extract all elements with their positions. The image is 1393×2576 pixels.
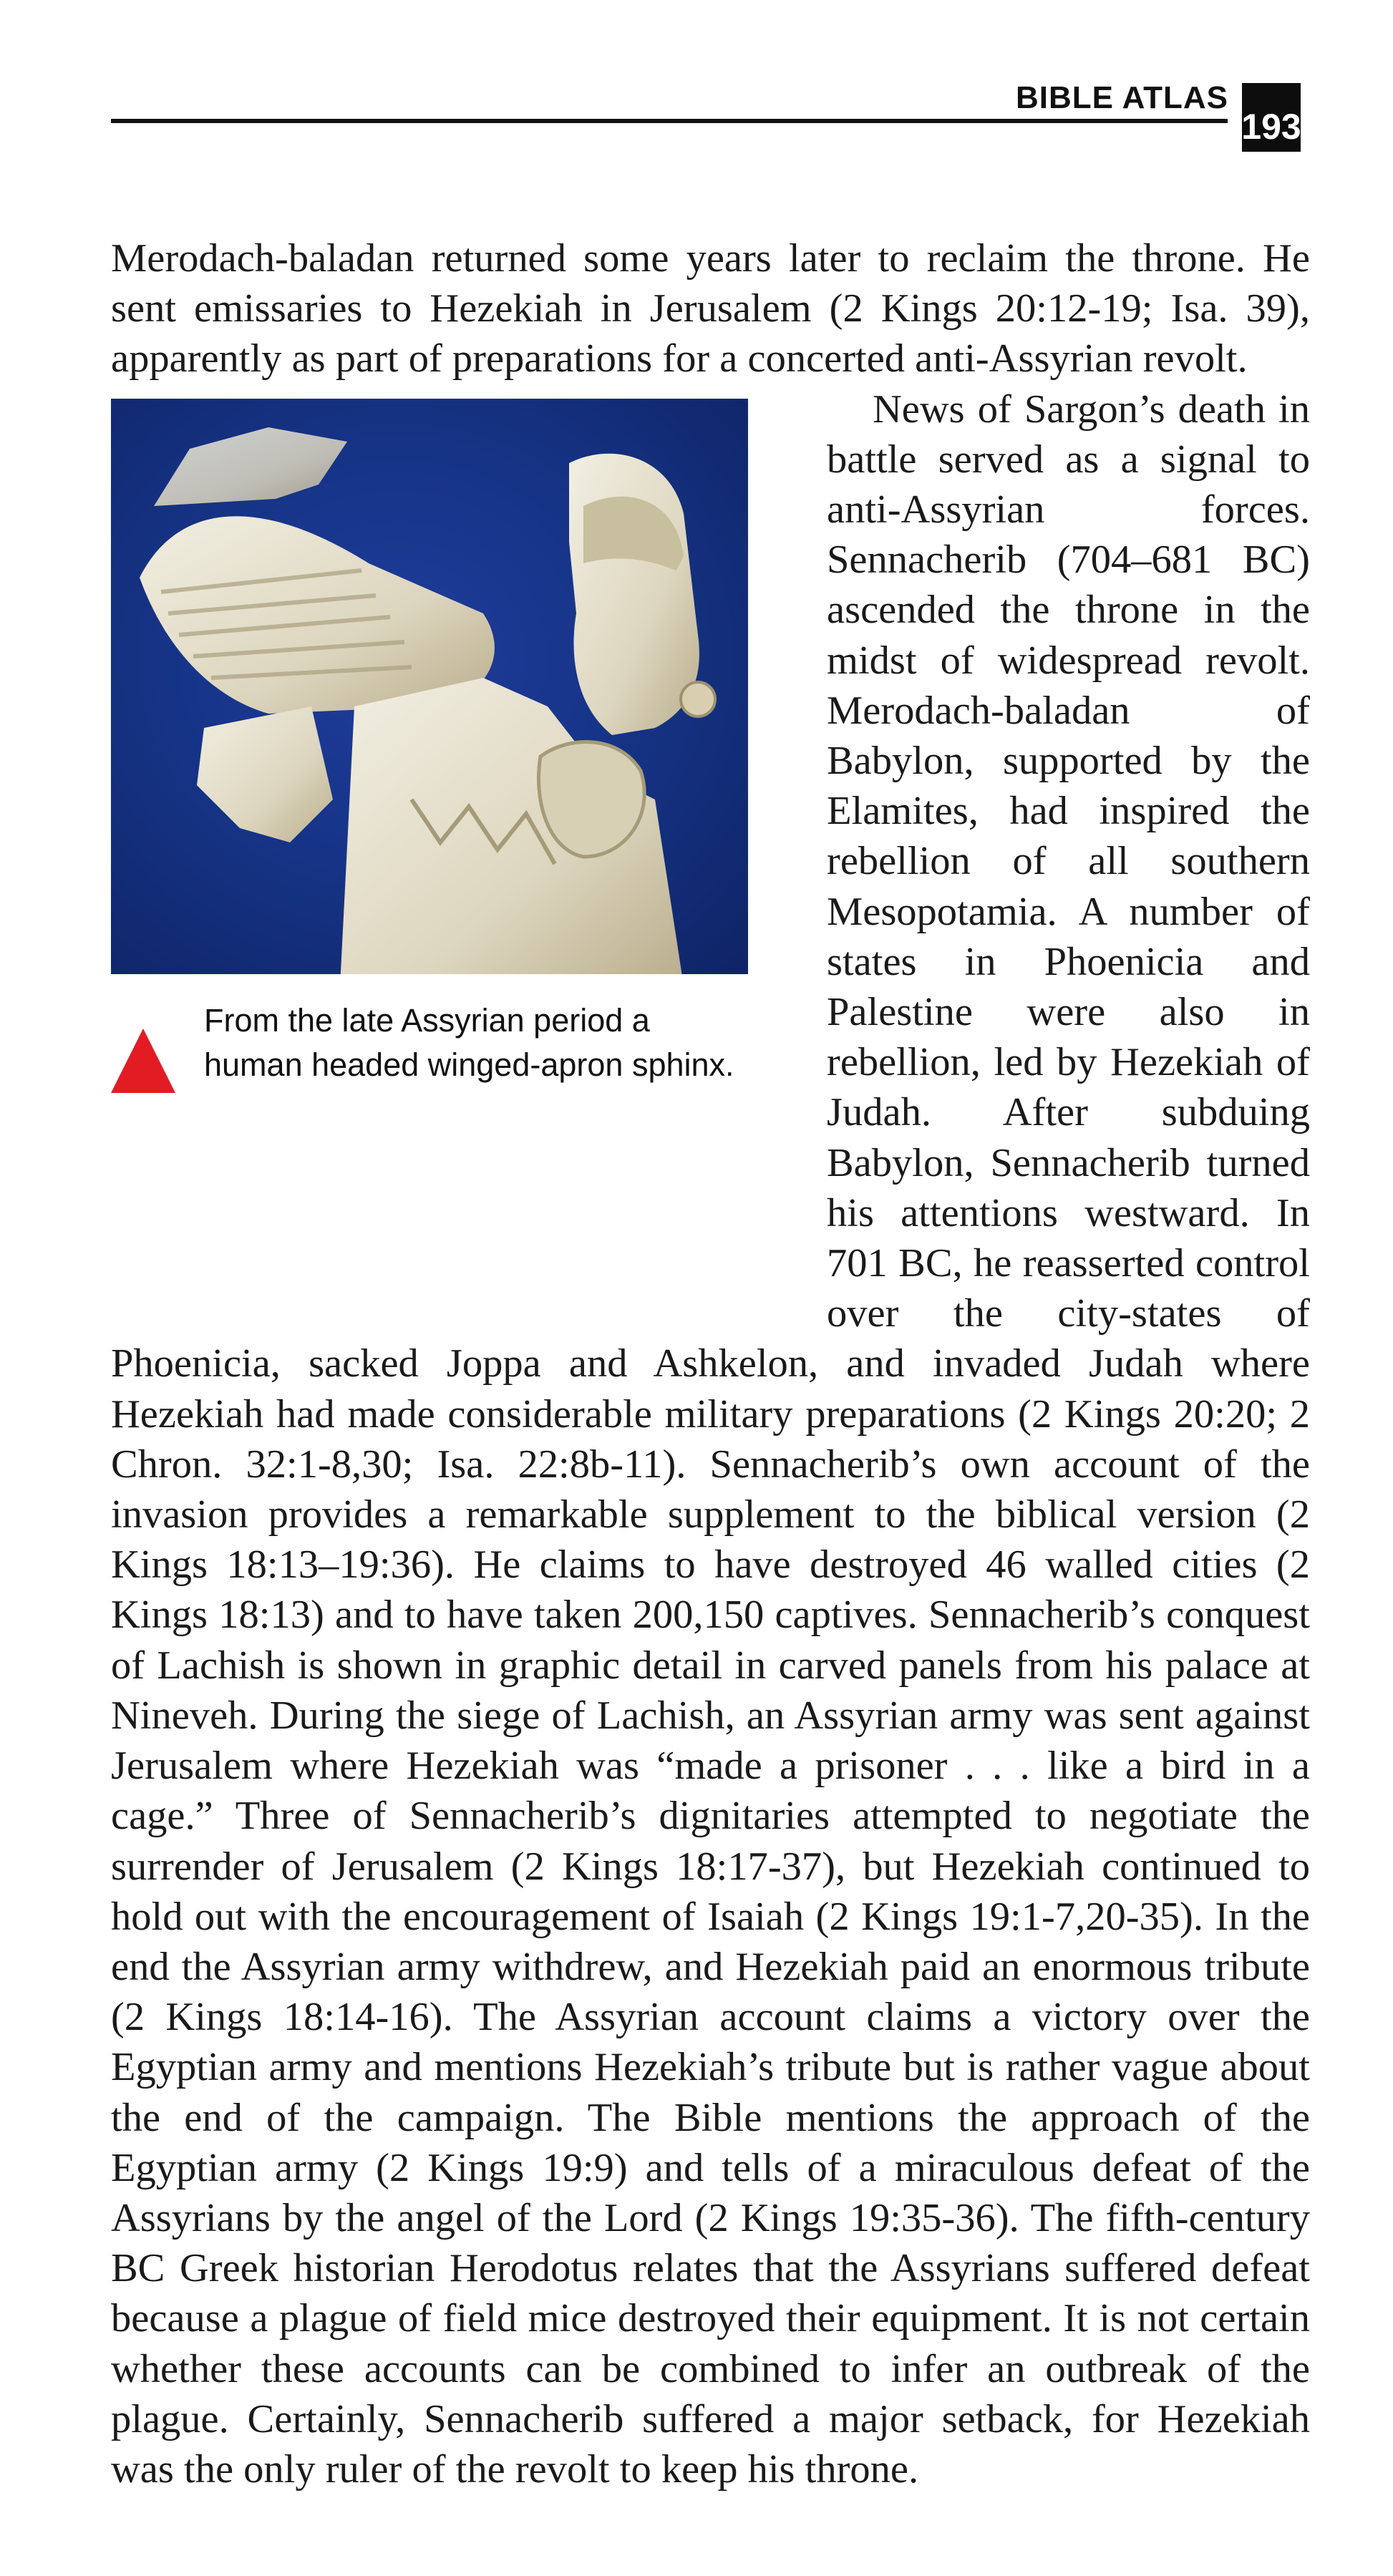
caption-line-1: From the late Assyrian period a [204, 1001, 650, 1039]
paragraph-intro: Merodach-baladan returned some years later to reclaim the throne. He sent emissaries to Hezekiah in Jerusalem (2 Kings 20:12-19; Isa. 39), apparently as part of preparations for a concerted anti-Assyrian revolt. [111, 236, 1310, 381]
sphinx-relief-icon [111, 399, 748, 974]
paragraph-main: News of Sargon’s death in battle served as a signal to anti-Assyrian forces. Sennacherib (704–681 BC) ascended the throne in the midst of widespread revolt. Merodach-baladan of Babylon, supported by the Elamites, had inspired the rebellion of all southern Mesopotamia. A number of states in Phoenicia and Palestine were also in rebellion, led by Hezekiah of Judah. After subduing Babylon, Sennacherib turned his attentions westward. In 701 BC, he reasserted control over the city-states of Phoenicia, sacked Joppa and Ashkelon, and invaded Judah where Hezekiah had made considerable military preparations (2 Kings 20:20; 2 Chron. 32:1-8,30; Isa. 22:8b-11). Sennacherib’s own account of the invasion provides a remarkable supplement to the biblical version (2 Kings 18:13–19:36). He claims to have destroyed 46 walled cities (2 Kings 18:13) and to have taken 200,150 captives. Sennacherib’s conquest of Lachish is shown in graphic detail in carved panels from his palace at Nineveh. During the siege of Lachish, an Assyrian army was sent against Jerusalem where Hezekiah was “made a prisoner . . . like a bird in a cage.” Three of Sennacherib’s dignitaries attempted to negotiate the surrender of Jerusalem (2 Kings 18:17-37), but Hezekiah continued to hold out with the encouragement of Isaiah (2 Kings 19:1-7,20-35). In the end the Assyrian army withdrew, and Hezekiah paid an enormous tribute (2 Kings 18:14-16). The Assyrian account claims a victory over the Egyptian army and mentions Hezekiah’s tribute but is rather vague about the end of the campaign. The Bible mentions the approach of the Egyptian army (2 Kings 19:9) and tells of a miraculous defeat of the Assyrians by the angel of the Lord (2 Kings 19:35-36). The fifth-century BC Greek historian Herodotus relates that the Assyrians suffered defeat because a plague of field mice destroyed their equipment. It is not certain whether these accounts can be combined to infer an outbreak of the plague. Certainly, Sennacherib suffered a major setback, for Hezekiah was the only ruler of the revolt to keep his throne. [111, 387, 1310, 2492]
caption-line-2: human headed winged-apron sphinx. [204, 1046, 734, 1083]
caption-triangle-icon [111, 1029, 175, 1093]
page-number: 193 [1242, 83, 1301, 152]
running-head: BIBLE ATLAS [1016, 80, 1228, 115]
header-rule [111, 119, 1228, 123]
figure [111, 384, 827, 1329]
article-body [111, 233, 1310, 2494]
sphinx-photo [111, 399, 748, 974]
